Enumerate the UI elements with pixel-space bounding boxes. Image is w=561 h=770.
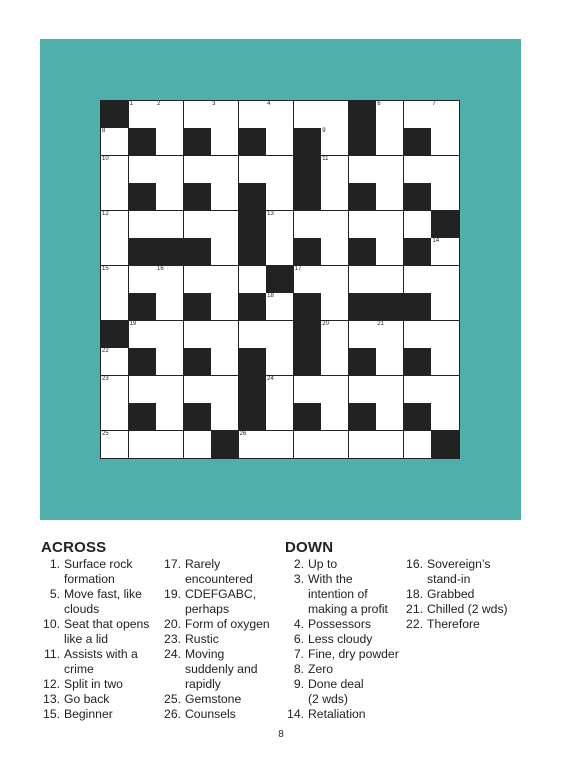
grid-cell[interactable] bbox=[376, 403, 404, 431]
grid-cell-black bbox=[294, 238, 322, 266]
down-clue bbox=[284, 677, 399, 707]
grid-cell[interactable] bbox=[101, 266, 129, 294]
clue-text-line: crime bbox=[64, 662, 94, 676]
grid-cell[interactable] bbox=[266, 211, 294, 239]
across-clue bbox=[40, 707, 149, 722]
grid-cell[interactable] bbox=[349, 431, 377, 459]
cell-number: 18 bbox=[267, 293, 274, 300]
across-clue bbox=[161, 707, 270, 722]
grid-cell[interactable] bbox=[349, 376, 377, 404]
clue-number: 14. bbox=[287, 707, 304, 721]
grid-cell-black bbox=[294, 183, 322, 211]
grid-cell[interactable] bbox=[101, 211, 129, 239]
across-clue bbox=[40, 557, 149, 587]
clue-number: 23. bbox=[164, 632, 181, 646]
down-clue bbox=[403, 602, 508, 617]
clue-text-line: Surface rock bbox=[64, 557, 133, 571]
grid-cell[interactable] bbox=[211, 321, 239, 349]
clue-number: 11. bbox=[43, 647, 60, 661]
clue-number: 9. bbox=[293, 677, 304, 691]
grid-cell-black bbox=[404, 238, 432, 266]
across-clue bbox=[161, 647, 270, 692]
cell-number: 21 bbox=[377, 320, 384, 327]
across-clue bbox=[161, 632, 270, 647]
grid-cell[interactable] bbox=[404, 156, 432, 184]
grid-cell-black bbox=[156, 238, 184, 266]
grid-cell-black bbox=[129, 183, 157, 211]
cell-number: 12 bbox=[102, 210, 109, 217]
clue-text-line: Assists with a bbox=[64, 647, 138, 661]
clue-text-line: perhaps bbox=[185, 602, 230, 616]
clue-text-line: Grabbed bbox=[427, 587, 475, 601]
grid-cell[interactable] bbox=[101, 238, 129, 266]
clue-text-line: Gemstone bbox=[185, 692, 242, 706]
grid-cell[interactable] bbox=[294, 101, 322, 129]
page-number: 8 bbox=[278, 729, 284, 740]
cell-number: 7 bbox=[432, 101, 436, 107]
grid-cell[interactable] bbox=[239, 431, 267, 459]
grid-cell[interactable] bbox=[321, 183, 349, 211]
grid-cell[interactable] bbox=[349, 266, 377, 294]
grid-cell[interactable] bbox=[321, 266, 349, 294]
grid-cell[interactable] bbox=[211, 293, 239, 321]
grid-cell-black bbox=[431, 431, 459, 459]
grid-cell[interactable] bbox=[211, 101, 239, 129]
grid-cell-black bbox=[239, 211, 267, 239]
grid-cell-black bbox=[184, 238, 212, 266]
grid-cell-black bbox=[404, 293, 432, 321]
grid-cell[interactable] bbox=[266, 348, 294, 376]
clue-text-line: making a profit bbox=[308, 602, 388, 616]
cell-number: 26 bbox=[239, 430, 247, 437]
grid-cell[interactable] bbox=[376, 101, 404, 129]
grid-cell[interactable] bbox=[321, 101, 349, 129]
grid-cell[interactable] bbox=[211, 238, 239, 266]
grid-cell-black bbox=[294, 156, 322, 184]
clue-number: 10. bbox=[43, 617, 60, 631]
grid-cell[interactable] bbox=[266, 403, 294, 431]
grid-cell[interactable] bbox=[266, 101, 294, 129]
across-clues-column-1 bbox=[40, 557, 149, 722]
grid-cell-black bbox=[349, 293, 377, 321]
grid-cell-black bbox=[239, 293, 267, 321]
grid-cell-black bbox=[129, 403, 157, 431]
down-clue bbox=[403, 617, 508, 632]
grid-cell[interactable] bbox=[404, 101, 432, 129]
grid-cell[interactable] bbox=[156, 211, 184, 239]
grid-cell[interactable] bbox=[404, 211, 432, 239]
grid-cell[interactable] bbox=[129, 211, 157, 239]
clue-number: 19. bbox=[164, 587, 181, 601]
grid-cell[interactable] bbox=[349, 211, 377, 239]
grid-cell[interactable] bbox=[404, 376, 432, 404]
grid-cell-black bbox=[404, 128, 432, 156]
clue-text-line: Split in two bbox=[64, 677, 123, 691]
down-clues-column-2 bbox=[403, 557, 508, 632]
grid-cell[interactable] bbox=[129, 376, 157, 404]
grid-cell[interactable] bbox=[239, 266, 267, 294]
grid-cell-black bbox=[404, 183, 432, 211]
grid-cell[interactable] bbox=[321, 156, 349, 184]
clue-text-line: intention of bbox=[308, 587, 368, 601]
cell-number: 2 bbox=[157, 101, 161, 107]
grid-cell[interactable] bbox=[211, 183, 239, 211]
grid-cell[interactable] bbox=[156, 266, 184, 294]
grid-cell[interactable] bbox=[321, 403, 349, 431]
grid-cell[interactable] bbox=[101, 431, 129, 459]
grid-cell[interactable] bbox=[266, 156, 294, 184]
grid-cell[interactable] bbox=[321, 376, 349, 404]
across-clue bbox=[40, 617, 149, 647]
across-clue bbox=[40, 647, 149, 677]
grid-cell-black bbox=[239, 403, 267, 431]
down-clue bbox=[284, 632, 399, 647]
grid-cell-black bbox=[294, 293, 322, 321]
grid-cell[interactable] bbox=[321, 431, 349, 459]
crossword-grid bbox=[100, 100, 460, 459]
clue-text-line: Sovereign’s bbox=[427, 557, 491, 571]
grid-cell[interactable] bbox=[294, 376, 322, 404]
across-clues-column-2 bbox=[161, 557, 270, 722]
clue-text-line: Up to bbox=[308, 557, 338, 571]
grid-cell-black bbox=[266, 266, 294, 294]
clue-number: 16. bbox=[406, 557, 423, 571]
grid-cell[interactable] bbox=[376, 238, 404, 266]
grid-cell[interactable] bbox=[404, 321, 432, 349]
grid-cell[interactable] bbox=[211, 211, 239, 239]
clue-text-line: like a lid bbox=[64, 632, 109, 646]
clue-number: 6. bbox=[293, 632, 304, 646]
grid-cell-black bbox=[101, 101, 129, 129]
clue-text-line: Seat that opens bbox=[64, 617, 150, 631]
grid-cell[interactable] bbox=[156, 156, 184, 184]
cell-number: 1 bbox=[129, 101, 133, 107]
clue-number: 3. bbox=[293, 572, 304, 586]
clue-number: 22. bbox=[406, 617, 423, 631]
grid-cell-black bbox=[376, 293, 404, 321]
clue-text-line: Form of oxygen bbox=[185, 617, 270, 631]
clue-text-line: Beginner bbox=[64, 707, 113, 721]
grid-cell[interactable] bbox=[431, 293, 459, 321]
clue-text-line: Chilled (2 wds) bbox=[427, 602, 508, 616]
grid-cell[interactable] bbox=[211, 403, 239, 431]
grid-cell[interactable] bbox=[376, 266, 404, 294]
grid-cell[interactable] bbox=[321, 293, 349, 321]
clue-text-line: clouds bbox=[64, 602, 100, 616]
down-clue bbox=[284, 557, 399, 572]
grid-cell-black bbox=[294, 403, 322, 431]
grid-cell-black bbox=[211, 431, 239, 459]
cell-number: 11 bbox=[322, 155, 329, 162]
grid-cell[interactable] bbox=[294, 431, 322, 459]
grid-cell[interactable] bbox=[129, 321, 157, 349]
grid-cell[interactable] bbox=[431, 101, 459, 129]
cell-number: 6 bbox=[377, 101, 381, 107]
across-clue bbox=[161, 692, 270, 707]
down-clue bbox=[284, 662, 399, 677]
cell-number: 8 bbox=[102, 128, 106, 135]
down-clue bbox=[403, 587, 508, 602]
grid-cell[interactable] bbox=[376, 211, 404, 239]
clue-number: 4. bbox=[293, 617, 304, 631]
grid-cell[interactable] bbox=[266, 376, 294, 404]
clue-text-line: Counsels bbox=[185, 707, 236, 721]
clue-text-line: Go back bbox=[64, 692, 110, 706]
cell-number: 15 bbox=[102, 265, 109, 272]
grid-cell[interactable] bbox=[184, 376, 212, 404]
grid-cell[interactable] bbox=[156, 128, 184, 156]
grid-cell[interactable] bbox=[184, 321, 212, 349]
grid-cell[interactable] bbox=[101, 293, 129, 321]
cell-number: 24 bbox=[267, 375, 274, 382]
cell-number: 17 bbox=[294, 265, 302, 272]
grid-cell[interactable] bbox=[376, 431, 404, 459]
clue-number: 12. bbox=[43, 677, 60, 691]
across-clue bbox=[40, 587, 149, 617]
grid-cell[interactable] bbox=[266, 293, 294, 321]
grid-cell-black bbox=[349, 348, 377, 376]
grid-cell[interactable] bbox=[184, 211, 212, 239]
grid-cell[interactable] bbox=[239, 321, 267, 349]
clue-number: 7. bbox=[293, 647, 304, 661]
grid-cell[interactable] bbox=[404, 266, 432, 294]
clue-text-line: Rarely bbox=[185, 557, 221, 571]
grid-cell[interactable] bbox=[431, 376, 459, 404]
grid-cell[interactable] bbox=[156, 293, 184, 321]
grid-cell[interactable] bbox=[266, 321, 294, 349]
clue-text-line: formation bbox=[64, 572, 115, 586]
grid-cell-black bbox=[294, 348, 322, 376]
grid-cell[interactable] bbox=[266, 183, 294, 211]
grid-cell[interactable] bbox=[266, 128, 294, 156]
grid-cell[interactable] bbox=[156, 376, 184, 404]
grid-cell[interactable] bbox=[321, 321, 349, 349]
clue-text-line: Possessors bbox=[308, 617, 371, 631]
grid-cell-black bbox=[404, 403, 432, 431]
grid-cell-black bbox=[239, 238, 267, 266]
grid-cell[interactable] bbox=[101, 376, 129, 404]
down-clue bbox=[284, 707, 399, 722]
grid-cell[interactable] bbox=[156, 348, 184, 376]
grid-cell[interactable] bbox=[129, 266, 157, 294]
cell-number: 14 bbox=[432, 238, 440, 245]
grid-cell[interactable] bbox=[431, 266, 459, 294]
across-clue bbox=[40, 677, 149, 692]
grid-cell[interactable] bbox=[404, 431, 432, 459]
grid-cell[interactable] bbox=[376, 183, 404, 211]
clue-number: 25. bbox=[164, 692, 181, 706]
grid-cell-black bbox=[431, 211, 459, 239]
clue-number: 17. bbox=[164, 557, 181, 571]
across-clue bbox=[161, 557, 270, 587]
clue-number: 15. bbox=[43, 707, 60, 721]
clue-text-line: Retaliation bbox=[308, 707, 366, 721]
grid-cell-black bbox=[294, 321, 322, 349]
grid-cell[interactable] bbox=[101, 183, 129, 211]
grid-cell-black bbox=[239, 376, 267, 404]
grid-cell[interactable] bbox=[101, 156, 129, 184]
clue-text-line: Zero bbox=[308, 662, 334, 676]
grid-cell[interactable] bbox=[156, 403, 184, 431]
clue-text-line: Done deal bbox=[308, 677, 364, 691]
across-clue bbox=[161, 617, 270, 632]
clue-number: 13. bbox=[43, 692, 60, 706]
grid-cell[interactable] bbox=[156, 101, 184, 129]
down-clue bbox=[284, 647, 399, 662]
grid-cell-black bbox=[349, 128, 377, 156]
clue-number: 24. bbox=[164, 647, 181, 661]
grid-cell-black bbox=[184, 183, 212, 211]
cell-number: 16 bbox=[157, 265, 164, 272]
grid-cell-black bbox=[184, 293, 212, 321]
grid-cell[interactable] bbox=[211, 156, 239, 184]
grid-cell[interactable] bbox=[431, 321, 459, 349]
cell-number: 13 bbox=[267, 210, 274, 217]
grid-cell[interactable] bbox=[266, 238, 294, 266]
grid-cell-black bbox=[294, 128, 322, 156]
clue-text-line: suddenly and bbox=[185, 662, 258, 676]
cell-number: 9 bbox=[322, 128, 326, 135]
cell-number: 10 bbox=[102, 155, 109, 162]
grid-cell[interactable] bbox=[376, 156, 404, 184]
grid-cell-black bbox=[404, 348, 432, 376]
grid-cell[interactable] bbox=[376, 128, 404, 156]
grid-cell[interactable] bbox=[211, 348, 239, 376]
clue-text-line: With the bbox=[308, 572, 353, 586]
grid-cell[interactable] bbox=[211, 376, 239, 404]
grid-cell-black bbox=[101, 321, 129, 349]
grid-cell[interactable] bbox=[266, 431, 294, 459]
grid-cell[interactable] bbox=[184, 266, 212, 294]
grid-cell[interactable] bbox=[321, 211, 349, 239]
clue-number: 18. bbox=[406, 587, 423, 601]
grid-cell[interactable] bbox=[156, 321, 184, 349]
cell-number: 19 bbox=[129, 320, 137, 327]
clue-text-line: Rustic bbox=[185, 632, 219, 646]
grid-cell[interactable] bbox=[239, 156, 267, 184]
clue-text-line: encountered bbox=[185, 572, 253, 586]
grid-cell-black bbox=[239, 183, 267, 211]
clue-number: 1. bbox=[49, 557, 60, 571]
down-clue bbox=[403, 557, 508, 587]
down-heading: DOWN bbox=[285, 539, 334, 556]
clue-text-line: Fine, dry powder bbox=[308, 647, 399, 661]
clue-number: 5. bbox=[49, 587, 60, 601]
grid-cell[interactable] bbox=[101, 403, 129, 431]
grid-cell-black bbox=[349, 403, 377, 431]
across-clue bbox=[161, 587, 270, 617]
grid-cell[interactable] bbox=[156, 183, 184, 211]
grid-cell-black bbox=[349, 183, 377, 211]
clue-number: 20. bbox=[164, 617, 181, 631]
grid-cell-black bbox=[184, 128, 212, 156]
grid-cell-black bbox=[184, 348, 212, 376]
down-clue bbox=[284, 617, 399, 632]
grid-cell-black bbox=[129, 348, 157, 376]
grid-cell[interactable] bbox=[431, 156, 459, 184]
across-heading: ACROSS bbox=[41, 539, 107, 556]
grid-cell[interactable] bbox=[431, 183, 459, 211]
down-clues-column-1 bbox=[284, 557, 399, 722]
grid-cell[interactable] bbox=[156, 431, 184, 459]
grid-cell[interactable] bbox=[321, 238, 349, 266]
grid-cell-black bbox=[349, 238, 377, 266]
grid-cell-black bbox=[184, 403, 212, 431]
clue-text-line: (2 wds) bbox=[308, 692, 348, 706]
clue-text-line: Move fast, like bbox=[64, 587, 142, 601]
grid-cell[interactable] bbox=[376, 321, 404, 349]
down-clue bbox=[284, 572, 399, 617]
grid-cell[interactable] bbox=[431, 238, 459, 266]
clue-text-line: Less cloudy bbox=[308, 632, 373, 646]
grid-cell[interactable] bbox=[431, 348, 459, 376]
grid-cell[interactable] bbox=[211, 266, 239, 294]
grid-cell-black bbox=[239, 128, 267, 156]
clue-number: 2. bbox=[293, 557, 304, 571]
cell-number: 22 bbox=[102, 348, 109, 355]
across-clue bbox=[40, 692, 149, 707]
grid-cell[interactable] bbox=[376, 348, 404, 376]
clue-text-line: rapidly bbox=[185, 677, 221, 691]
grid-cell[interactable] bbox=[211, 128, 239, 156]
clue-number: 26. bbox=[164, 707, 181, 721]
grid-cell[interactable] bbox=[184, 101, 212, 129]
cell-number: 25 bbox=[102, 430, 109, 437]
grid-cell[interactable] bbox=[431, 128, 459, 156]
grid-cell[interactable] bbox=[431, 403, 459, 431]
grid-cell-black bbox=[129, 293, 157, 321]
grid-cell-black bbox=[349, 101, 377, 129]
grid-cell-black bbox=[129, 238, 157, 266]
grid-cell[interactable] bbox=[239, 101, 267, 129]
grid-cell[interactable] bbox=[376, 376, 404, 404]
grid-cell[interactable] bbox=[349, 321, 377, 349]
clue-number: 21. bbox=[406, 602, 423, 616]
grid-cell[interactable] bbox=[294, 266, 322, 294]
grid-cell[interactable] bbox=[184, 431, 212, 459]
grid-cell[interactable] bbox=[101, 348, 129, 376]
clue-text-line: Therefore bbox=[427, 617, 480, 631]
grid-cell[interactable] bbox=[101, 128, 129, 156]
grid-cell[interactable] bbox=[129, 156, 157, 184]
grid-cell[interactable] bbox=[184, 156, 212, 184]
grid-cell[interactable] bbox=[349, 156, 377, 184]
grid-cell-black bbox=[129, 128, 157, 156]
cell-number: 23 bbox=[102, 375, 109, 382]
grid-cell[interactable] bbox=[129, 431, 157, 459]
grid-cell[interactable] bbox=[321, 348, 349, 376]
cell-number: 5 bbox=[349, 101, 354, 107]
cell-number: 3 bbox=[212, 101, 216, 107]
grid-cell-black bbox=[239, 348, 267, 376]
clue-text-line: Moving bbox=[185, 647, 225, 661]
grid-cell[interactable] bbox=[294, 211, 322, 239]
clue-number: 8. bbox=[293, 662, 304, 676]
cell-number: 4 bbox=[267, 101, 271, 107]
grid-cell[interactable] bbox=[129, 101, 157, 129]
grid-cell[interactable] bbox=[321, 128, 349, 156]
cell-number: 20 bbox=[322, 320, 329, 327]
clue-text-line: stand-in bbox=[427, 572, 471, 586]
clue-text-line: CDEFGABC, bbox=[185, 587, 257, 601]
